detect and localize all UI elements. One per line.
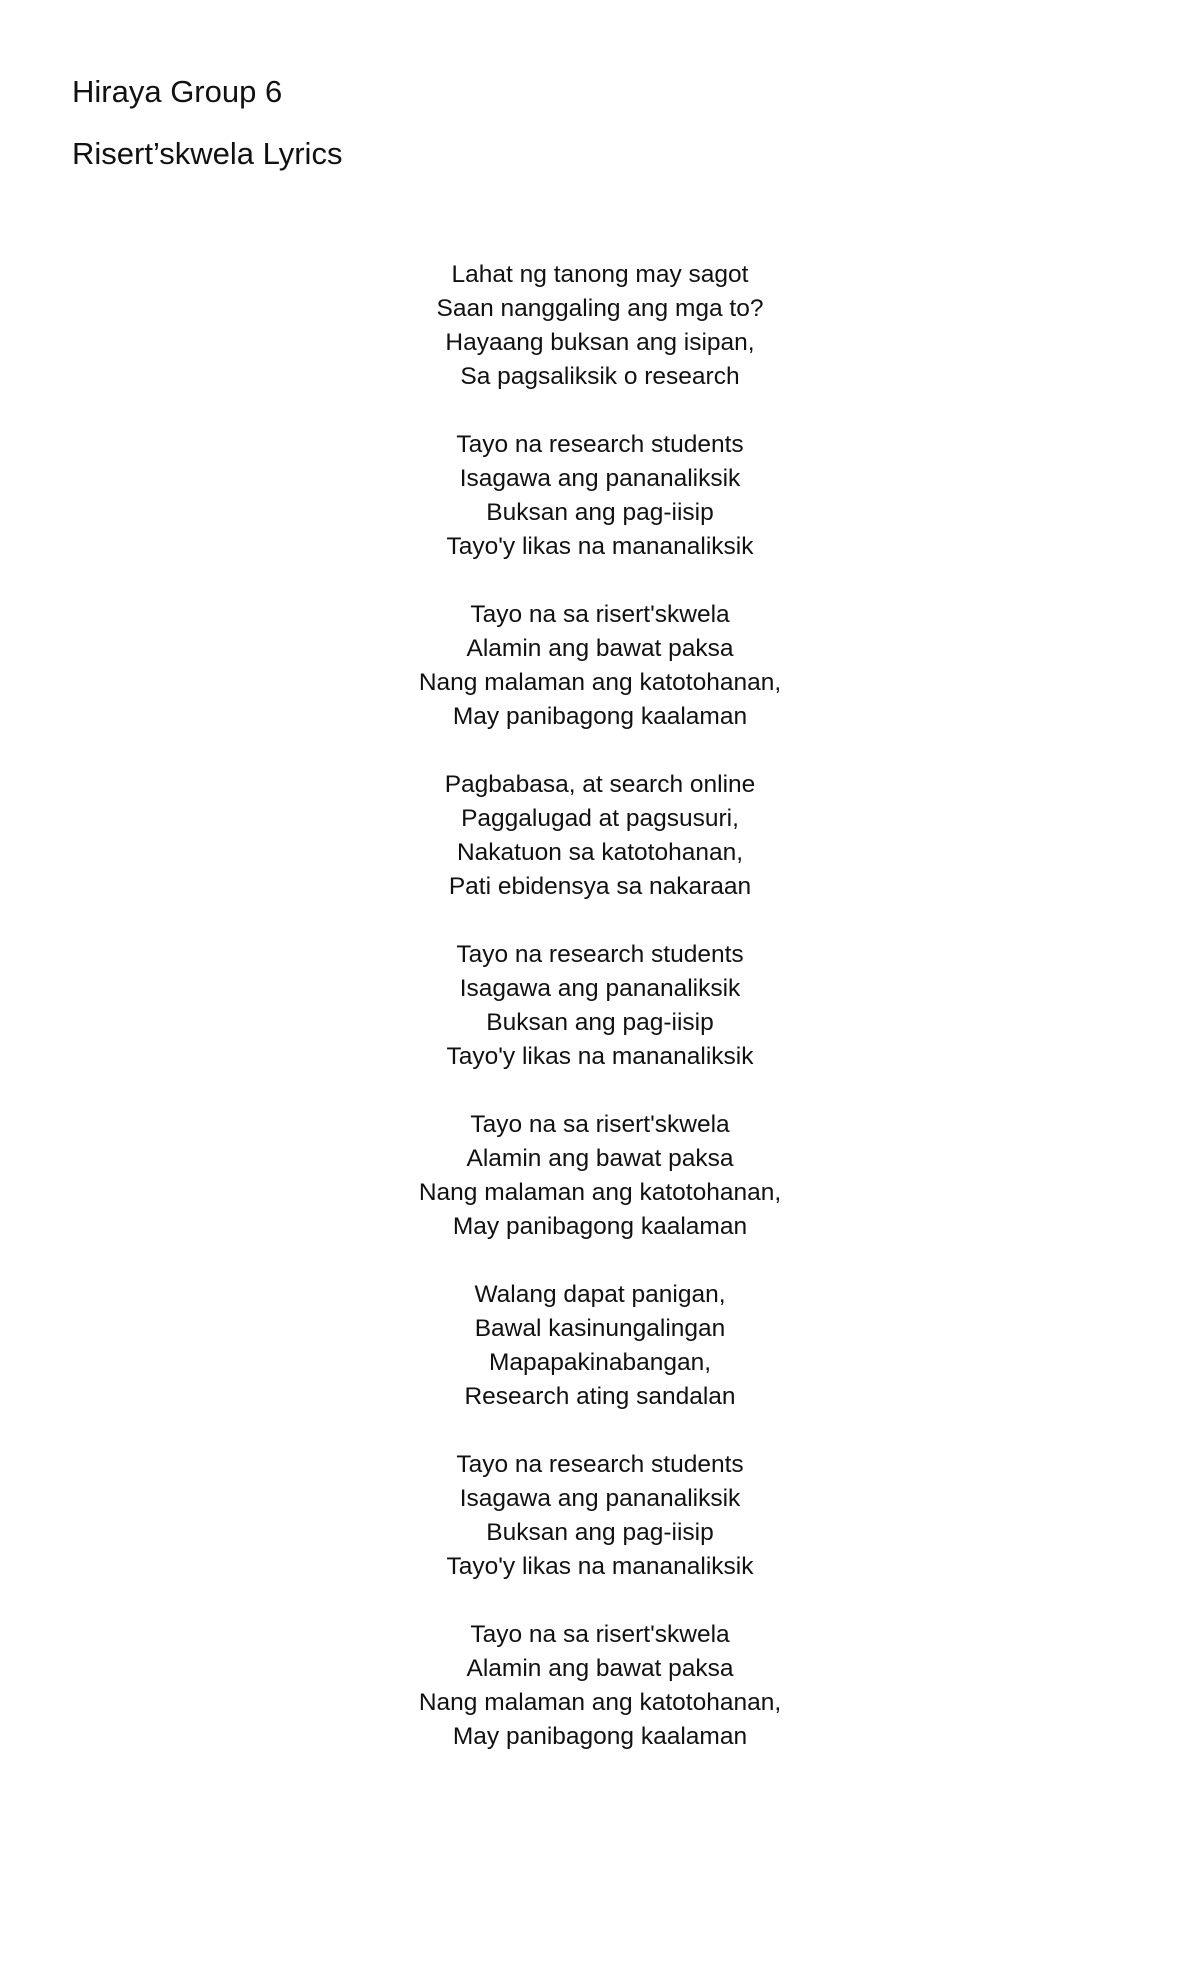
stanza: [0, 258, 1200, 394]
lyric-line: Pagbabasa, at search online: [444, 771, 756, 798]
lyric-line: May panibagong kaalaman: [452, 1723, 748, 1750]
lyric-line: Tayo'y likas na mananaliksik: [446, 1043, 754, 1070]
lyric-line: Tayo'y likas na mananaliksik: [446, 533, 754, 560]
lyric-line: Tayo na research students: [456, 1451, 744, 1478]
document-header: [72, 72, 342, 196]
lyrics-body: [0, 258, 1200, 1788]
lyric-line: Alamin ang bawat paksa: [466, 1145, 734, 1172]
lyric-line: Tayo'y likas na mananaliksik: [446, 1553, 754, 1580]
stanza: [0, 598, 1200, 734]
lyric-line: Bawal kasinungalingan: [474, 1315, 726, 1342]
stanza: [0, 1618, 1200, 1754]
page-title: Risert’skwela Lyrics: [72, 136, 343, 171]
lyric-line: Alamin ang bawat paksa: [466, 1655, 734, 1682]
stanza: [0, 768, 1200, 904]
lyric-line: Tayo na research students: [456, 431, 744, 458]
lyric-line: Buksan ang pag-iisip: [486, 1009, 714, 1036]
lyric-line: Tayo na sa risert'skwela: [470, 1111, 730, 1138]
lyric-line: Buksan ang pag-iisip: [486, 499, 714, 526]
stanza: [0, 1108, 1200, 1244]
lyric-line: Nang malaman ang katotohanan,: [418, 1179, 782, 1206]
group-name: Hiraya Group 6: [72, 74, 283, 109]
lyric-line: Paggalugad at pagsusuri,: [461, 805, 739, 832]
lyric-line: Sa pagsaliksik o research: [460, 363, 740, 390]
lyric-line: May panibagong kaalaman: [452, 703, 748, 730]
lyric-line: Isagawa ang pananaliksik: [459, 465, 741, 492]
stanza: [0, 938, 1200, 1074]
lyric-line: Buksan ang pag-iisip: [486, 1519, 714, 1546]
lyric-line: Hayaang buksan ang isipan,: [445, 329, 755, 356]
stanza: [0, 1278, 1200, 1414]
lyric-line: Isagawa ang pananaliksik: [459, 1485, 741, 1512]
lyric-line: Research ating sandalan: [464, 1383, 736, 1410]
lyric-line: Alamin ang bawat paksa: [466, 635, 734, 662]
lyric-line: Nakatuon sa katotohanan,: [456, 839, 744, 866]
lyric-line: Walang dapat panigan,: [474, 1281, 726, 1308]
stanza: [0, 1448, 1200, 1584]
lyric-line: Nang malaman ang katotohanan,: [418, 669, 782, 696]
stanza: [0, 428, 1200, 564]
lyric-line: May panibagong kaalaman: [452, 1213, 748, 1240]
lyric-line: Tayo na research students: [456, 941, 744, 968]
lyric-line: Pati ebidensya sa nakaraan: [448, 873, 752, 900]
lyric-line: Tayo na sa risert'skwela: [470, 601, 730, 628]
lyric-line: Nang malaman ang katotohanan,: [418, 1689, 782, 1716]
lyric-line: Isagawa ang pananaliksik: [459, 975, 741, 1002]
lyric-line: Lahat ng tanong may sagot: [451, 261, 749, 288]
lyric-line: Mapapakinabangan,: [488, 1349, 712, 1376]
lyric-line: Saan nanggaling ang mga to?: [436, 295, 764, 322]
lyric-line: Tayo na sa risert'skwela: [470, 1621, 730, 1648]
